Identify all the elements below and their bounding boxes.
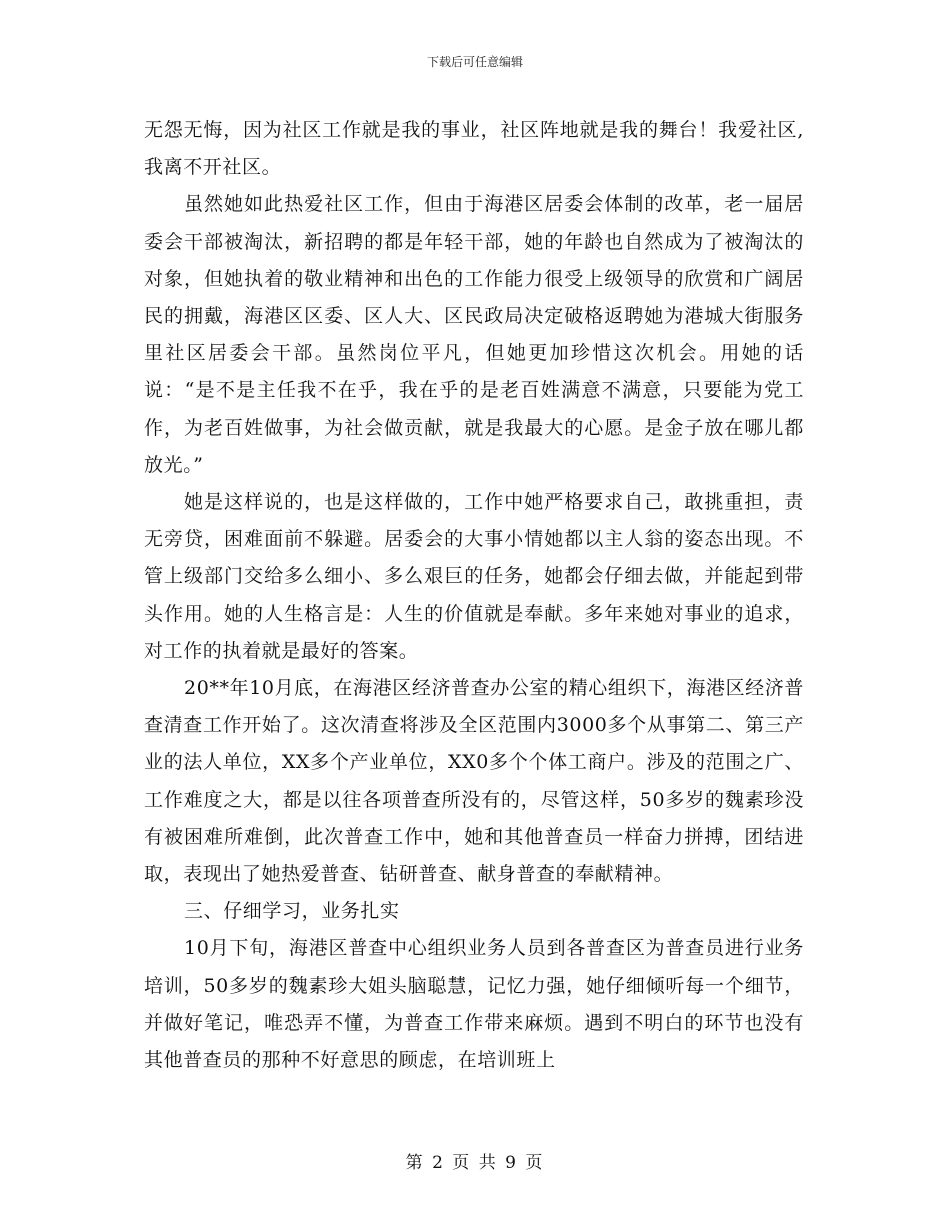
paragraph-continuation: 无怨无悔，因为社区工作就是我的事业，社区阵地就是我的舞台！我爱社区,我离不开社区。: [144, 119, 804, 179]
paragraph-rehired: 虽然她如此热爱社区工作，但由于海港区居委会体制的改革，老一届居委会干部被淘汰，新招聘的都是年轻干部，她的年龄也自然成为了被淘汰的对象，但她执着的敬业精神和出色的工作能力很受上级领导的欣赏和广阔居民的拥戴，海港区区委、区人大、区民政局决定破格返聘她为港城大街服务里社区居委会干部。虽然岗位平凡，但她更加珍惜这次机会。用她的话说：“是不是主任我不在乎，我在乎的是老百姓满意不满意，只要能为党工作，为老百姓做事，为社会做贡献，就是我最大的心愿。是金子放在哪儿都放光。”: [144, 193, 804, 476]
section-heading: 三、仔细学习，业务扎实: [184, 900, 400, 923]
page-footer: 第 2 页 共 9 页: [405, 1153, 545, 1173]
paragraph-economic-census: 20**年10月底，在海港区经济普查办公室的精心组织下，海港区经济普查清查工作开始了。这次清查将涉及全区范围内3000多个从事第二、第三产业的法人单位，XX多个产业单位，XX0多个个体工商户。涉及的范围之广、工作难度之大，都是以往各项普查所没有的，尽管这样，50多岁的魏素珍没有被困难所难倒，此次普查工作中，她和其他普查员一样奋力拼搏，团结进取，表现出了她热爱普查、钻研普查、献身普查的奉献精神。: [144, 677, 804, 886]
page-header: 下载后可任意编辑: [426, 55, 523, 69]
document-body: [144, 112, 804, 1079]
paragraph-dedication: 她是这样说的，也是这样做的，工作中她严格要求自己，敢挑重担，责无旁贷，困难面前不躲避。居委会的大事小情她都以主人翁的姿态出现。不管上级部门交给多么细小、多么艰巨的任务，她都会仔细去做，并能起到带头作用。她的人生格言是：人生的价值就是奉献。多年来她对事业的追求，对工作的执着就是最好的答案。: [144, 491, 804, 662]
paragraph-training: 10月下旬，海港区普查中心组织业务人员到各普查区为普查员进行业务培训，50多岁的魏素珍大姐头脑聪慧，记忆力强，她仔细倾听每一个细节，并做好笔记，唯恐弄不懂，为普查工作带来麻烦。遇到不明白的环节也没有其他普查员的那种不好意思的顾虑，在培训班上: [144, 937, 804, 1072]
